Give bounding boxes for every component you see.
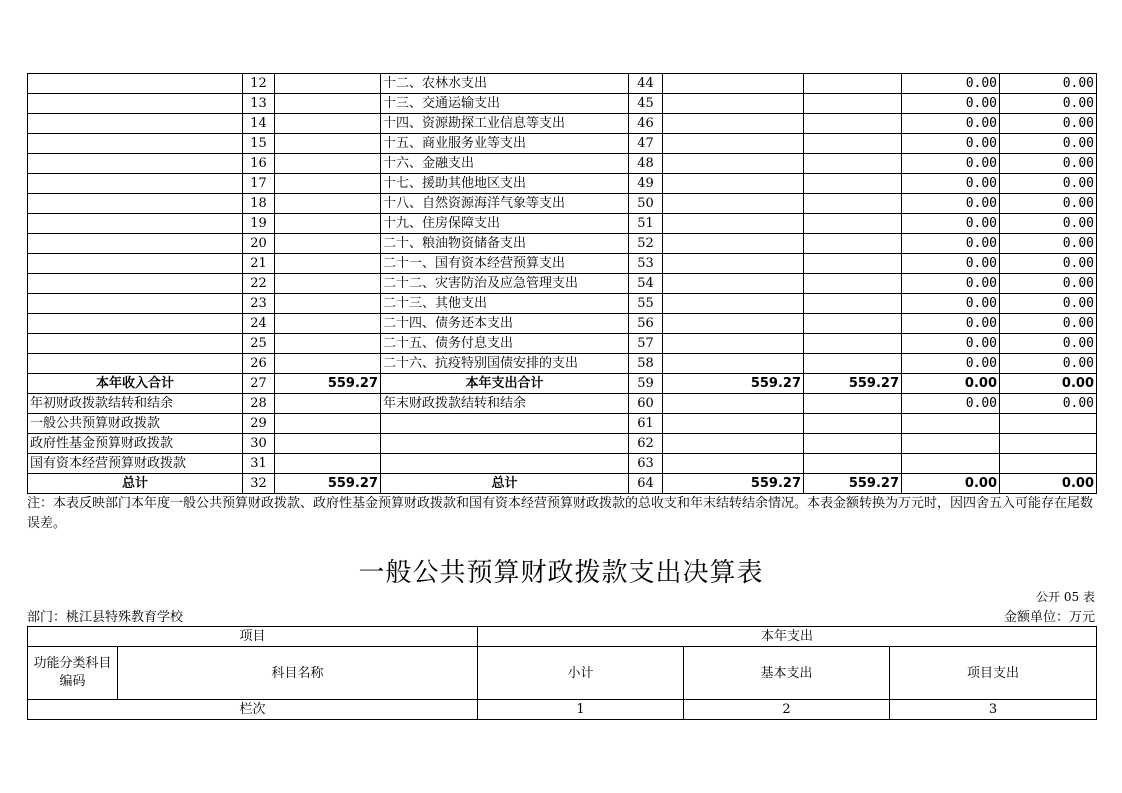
- income-amount: [275, 154, 381, 174]
- expense-general-budget: [804, 454, 902, 474]
- expense-general-budget: [804, 114, 902, 134]
- header-subtotal: 小计: [478, 647, 684, 700]
- table-row: [28, 294, 1097, 314]
- expense-total: [663, 274, 804, 294]
- expense-row-number: 59: [629, 374, 663, 394]
- expense-general-budget: [804, 414, 902, 434]
- table-row: [28, 354, 1097, 374]
- table-row: [28, 274, 1097, 294]
- income-item: 国有资本经营预算财政拨款: [28, 454, 243, 474]
- expense-row-number: 60: [629, 394, 663, 414]
- expense-total: [663, 134, 804, 154]
- expense-fund-budget: [902, 414, 1000, 434]
- expense-total: [663, 334, 804, 354]
- income-amount: [275, 194, 381, 214]
- income-item: [28, 314, 243, 334]
- expense-state-capital-budget: 0.00: [1000, 74, 1097, 94]
- expense-item: 十四、资源勘探工业信息等支出: [381, 114, 629, 134]
- expense-row-number: 56: [629, 314, 663, 334]
- income-item: [28, 194, 243, 214]
- expense-general-budget: [804, 294, 902, 314]
- expense-row-number: 52: [629, 234, 663, 254]
- income-item: 本年收入合计: [28, 374, 243, 394]
- expense-total: 559.27: [663, 374, 804, 394]
- expense-state-capital-budget: 0.00: [1000, 294, 1097, 314]
- table-row: [28, 454, 1097, 474]
- expense-fund-budget: 0.00: [902, 154, 1000, 174]
- table-row: [28, 474, 1097, 494]
- table-row: [28, 314, 1097, 334]
- expense-general-budget: [804, 194, 902, 214]
- expense-fund-budget: 0.00: [902, 474, 1000, 494]
- expense-fund-budget: [902, 454, 1000, 474]
- income-item: [28, 274, 243, 294]
- expense-item: 二十四、债务还本支出: [381, 314, 629, 334]
- income-amount: [275, 434, 381, 454]
- expense-row-number: 57: [629, 334, 663, 354]
- expense-total: [663, 234, 804, 254]
- header-function-code: 功能分类科目编码: [28, 647, 118, 700]
- income-row-number: 29: [243, 414, 275, 434]
- expense-general-budget: [804, 94, 902, 114]
- income-item: [28, 234, 243, 254]
- income-amount: [275, 234, 381, 254]
- expense-state-capital-budget: 0.00: [1000, 234, 1097, 254]
- expense-fund-budget: 0.00: [902, 374, 1000, 394]
- expense-fund-budget: 0.00: [902, 254, 1000, 274]
- expense-general-budget: [804, 74, 902, 94]
- expense-row-number: 58: [629, 354, 663, 374]
- income-row-number: 32: [243, 474, 275, 494]
- table-row: [28, 254, 1097, 274]
- expense-general-budget: 559.27: [804, 374, 902, 394]
- income-row-number: 14: [243, 114, 275, 134]
- expense-total: [663, 174, 804, 194]
- expense-general-budget: [804, 214, 902, 234]
- income-row-number: 15: [243, 134, 275, 154]
- income-amount: [275, 334, 381, 354]
- income-row-number: 23: [243, 294, 275, 314]
- unit-label: 金额单位：万元: [1003, 610, 1095, 625]
- income-item: 政府性基金预算财政拨款: [28, 434, 243, 454]
- income-item: [28, 134, 243, 154]
- expense-state-capital-budget: [1000, 434, 1097, 454]
- expense-general-budget: [804, 174, 902, 194]
- table-body: [28, 74, 1097, 494]
- table-row: [28, 174, 1097, 194]
- expense-item: 十七、援助其他地区支出: [381, 174, 629, 194]
- income-item: [28, 214, 243, 234]
- expense-total: [663, 214, 804, 234]
- expense-item: [381, 434, 629, 454]
- expense-general-budget: [804, 434, 902, 454]
- expense-item: 二十六、抗疫特别国债安排的支出: [381, 354, 629, 374]
- income-item: [28, 94, 243, 114]
- expense-state-capital-budget: [1000, 454, 1097, 474]
- income-row-number: 18: [243, 194, 275, 214]
- income-row-number: 28: [243, 394, 275, 414]
- income-row-number: 21: [243, 254, 275, 274]
- income-expenditure-table: [27, 73, 1097, 494]
- expense-row-number: 61: [629, 414, 663, 434]
- header-subject-name: 科目名称: [118, 647, 478, 700]
- income-row-number: 13: [243, 94, 275, 114]
- income-item: 总计: [28, 474, 243, 494]
- income-item: 一般公共预算财政拨款: [28, 414, 243, 434]
- expense-total: [663, 154, 804, 174]
- income-row-number: 22: [243, 274, 275, 294]
- income-amount: [275, 114, 381, 134]
- expense-state-capital-budget: 0.00: [1000, 254, 1097, 274]
- income-row-number: 17: [243, 174, 275, 194]
- income-row-number: 26: [243, 354, 275, 374]
- expense-general-budget: 559.27: [804, 474, 902, 494]
- income-item: [28, 354, 243, 374]
- income-amount: [275, 414, 381, 434]
- expense-row-number: 49: [629, 174, 663, 194]
- expense-fund-budget: 0.00: [902, 354, 1000, 374]
- income-row-number: 27: [243, 374, 275, 394]
- expense-item: 总计: [381, 474, 629, 494]
- expense-general-budget: [804, 134, 902, 154]
- table-row: [28, 374, 1097, 394]
- expense-state-capital-budget: 0.00: [1000, 274, 1097, 294]
- expense-total: 559.27: [663, 474, 804, 494]
- expense-general-budget: [804, 274, 902, 294]
- table-row: [28, 194, 1097, 214]
- expense-row-number: 51: [629, 214, 663, 234]
- column-number-2: 2: [684, 700, 890, 720]
- expense-row-number: 62: [629, 434, 663, 454]
- expense-total: [663, 454, 804, 474]
- expense-state-capital-budget: 0.00: [1000, 134, 1097, 154]
- expense-row-number: 45: [629, 94, 663, 114]
- income-item: [28, 254, 243, 274]
- expense-total: [663, 294, 804, 314]
- expense-row-number: 46: [629, 114, 663, 134]
- expense-item: 二十一、国有资本经营预算支出: [381, 254, 629, 274]
- expense-state-capital-budget: 0.00: [1000, 474, 1097, 494]
- expense-item: 本年支出合计: [381, 374, 629, 394]
- income-row-number: 24: [243, 314, 275, 334]
- expense-state-capital-budget: 0.00: [1000, 94, 1097, 114]
- expense-item: 十八、自然资源海洋气象等支出: [381, 194, 629, 214]
- expense-total: [663, 414, 804, 434]
- expense-general-budget: [804, 394, 902, 414]
- expense-fund-budget: 0.00: [902, 294, 1000, 314]
- expense-total: [663, 434, 804, 454]
- expense-total: [663, 354, 804, 374]
- expense-row-number: 64: [629, 474, 663, 494]
- expense-row-number: 44: [629, 74, 663, 94]
- income-amount: [275, 94, 381, 114]
- column-number-3: 3: [890, 700, 1097, 720]
- expense-item: 十五、商业服务业等支出: [381, 134, 629, 154]
- income-row-number: 16: [243, 154, 275, 174]
- expense-state-capital-budget: 0.00: [1000, 194, 1097, 214]
- table-row: [28, 394, 1097, 414]
- income-row-number: 25: [243, 334, 275, 354]
- expense-general-budget: [804, 334, 902, 354]
- table-row: [28, 114, 1097, 134]
- expense-item: [381, 414, 629, 434]
- expense-item: 十九、住房保障支出: [381, 214, 629, 234]
- expense-item: 十三、交通运输支出: [381, 94, 629, 114]
- table-row: [28, 334, 1097, 354]
- income-amount: [275, 174, 381, 194]
- header-column-index: 栏次: [28, 700, 478, 720]
- expenditure-header-table: [27, 626, 1097, 720]
- expense-row-number: 54: [629, 274, 663, 294]
- expense-fund-budget: 0.00: [902, 74, 1000, 94]
- column-number-1: 1: [478, 700, 684, 720]
- expense-total: [663, 314, 804, 334]
- table-code: 公开 05 表: [1036, 590, 1095, 604]
- header-year-expenditure: 本年支出: [478, 627, 1097, 647]
- expense-state-capital-budget: 0.00: [1000, 314, 1097, 334]
- expense-item: 二十三、其他支出: [381, 294, 629, 314]
- expense-state-capital-budget: 0.00: [1000, 114, 1097, 134]
- expense-fund-budget: 0.00: [902, 174, 1000, 194]
- expense-row-number: 50: [629, 194, 663, 214]
- expense-fund-budget: [902, 434, 1000, 454]
- income-item: [28, 334, 243, 354]
- income-amount: 559.27: [275, 374, 381, 394]
- expense-item: 二十五、债务付息支出: [381, 334, 629, 354]
- expense-general-budget: [804, 154, 902, 174]
- table-note: 注：本表反映部门本年度一般公共预算财政拨款、政府性基金预算财政拨款和国有资本经营预算财政拨款的总收支和年末结转结余情况。本表金额转换为万元时，因四舍五入可能存在尾数误差。: [27, 496, 1094, 531]
- income-item: 年初财政拨款结转和结余: [28, 394, 243, 414]
- expense-general-budget: [804, 354, 902, 374]
- expense-row-number: 55: [629, 294, 663, 314]
- expense-item: 二十二、灾害防治及应急管理支出: [381, 274, 629, 294]
- expense-general-budget: [804, 234, 902, 254]
- expense-fund-budget: 0.00: [902, 114, 1000, 134]
- header-project-expenditure: 项目支出: [890, 647, 1097, 700]
- income-amount: 559.27: [275, 474, 381, 494]
- expense-item: 二十、粮油物资储备支出: [381, 234, 629, 254]
- expense-item: 十六、金融支出: [381, 154, 629, 174]
- income-row-number: 20: [243, 234, 275, 254]
- table-row: [28, 74, 1097, 94]
- expense-state-capital-budget: 0.00: [1000, 334, 1097, 354]
- income-item: [28, 174, 243, 194]
- expense-row-number: 48: [629, 154, 663, 174]
- department-label: 部门：桃江县特殊教育学校: [27, 610, 184, 625]
- expense-total: [663, 114, 804, 134]
- income-row-number: 19: [243, 214, 275, 234]
- table-row: [28, 154, 1097, 174]
- income-amount: [275, 314, 381, 334]
- expense-fund-budget: 0.00: [902, 194, 1000, 214]
- expense-item: 年末财政拨款结转和结余: [381, 394, 629, 414]
- income-amount: [275, 214, 381, 234]
- income-row-number: 30: [243, 434, 275, 454]
- expense-fund-budget: 0.00: [902, 234, 1000, 254]
- expense-fund-budget: 0.00: [902, 134, 1000, 154]
- expense-general-budget: [804, 314, 902, 334]
- expense-total: [663, 194, 804, 214]
- income-item: [28, 114, 243, 134]
- table-row: [28, 134, 1097, 154]
- expense-fund-budget: 0.00: [902, 334, 1000, 354]
- expense-total: [663, 74, 804, 94]
- expense-total: [663, 394, 804, 414]
- income-row-number: 12: [243, 74, 275, 94]
- expense-fund-budget: 0.00: [902, 394, 1000, 414]
- expense-total: [663, 94, 804, 114]
- income-amount: [275, 74, 381, 94]
- income-amount: [275, 134, 381, 154]
- expense-general-budget: [804, 254, 902, 274]
- expense-fund-budget: 0.00: [902, 214, 1000, 234]
- expense-state-capital-budget: 0.00: [1000, 214, 1097, 234]
- expense-state-capital-budget: 0.00: [1000, 154, 1097, 174]
- page-title: 一般公共预算财政拨款支出决算表: [358, 558, 764, 588]
- income-row-number: 31: [243, 454, 275, 474]
- income-item: [28, 294, 243, 314]
- income-item: [28, 74, 243, 94]
- expense-state-capital-budget: 0.00: [1000, 354, 1097, 374]
- income-amount: [275, 274, 381, 294]
- expense-item: [381, 454, 629, 474]
- income-amount: [275, 294, 381, 314]
- header-item: 项目: [28, 627, 478, 647]
- income-item: [28, 154, 243, 174]
- expense-state-capital-budget: 0.00: [1000, 394, 1097, 414]
- expense-row-number: 63: [629, 454, 663, 474]
- table-row: [28, 94, 1097, 114]
- expense-state-capital-budget: 0.00: [1000, 374, 1097, 394]
- table-row: [28, 214, 1097, 234]
- expense-state-capital-budget: 0.00: [1000, 174, 1097, 194]
- expense-state-capital-budget: [1000, 414, 1097, 434]
- table-row: [28, 414, 1097, 434]
- table-row: [28, 234, 1097, 254]
- expense-fund-budget: 0.00: [902, 314, 1000, 334]
- income-amount: [275, 354, 381, 374]
- income-amount: [275, 394, 381, 414]
- header-basic-expenditure: 基本支出: [684, 647, 890, 700]
- table-row: [28, 434, 1097, 454]
- expense-item: 十二、农林水支出: [381, 74, 629, 94]
- expense-total: [663, 254, 804, 274]
- income-amount: [275, 454, 381, 474]
- expense-row-number: 47: [629, 134, 663, 154]
- expense-row-number: 53: [629, 254, 663, 274]
- expense-fund-budget: 0.00: [902, 94, 1000, 114]
- income-amount: [275, 254, 381, 274]
- expense-fund-budget: 0.00: [902, 274, 1000, 294]
